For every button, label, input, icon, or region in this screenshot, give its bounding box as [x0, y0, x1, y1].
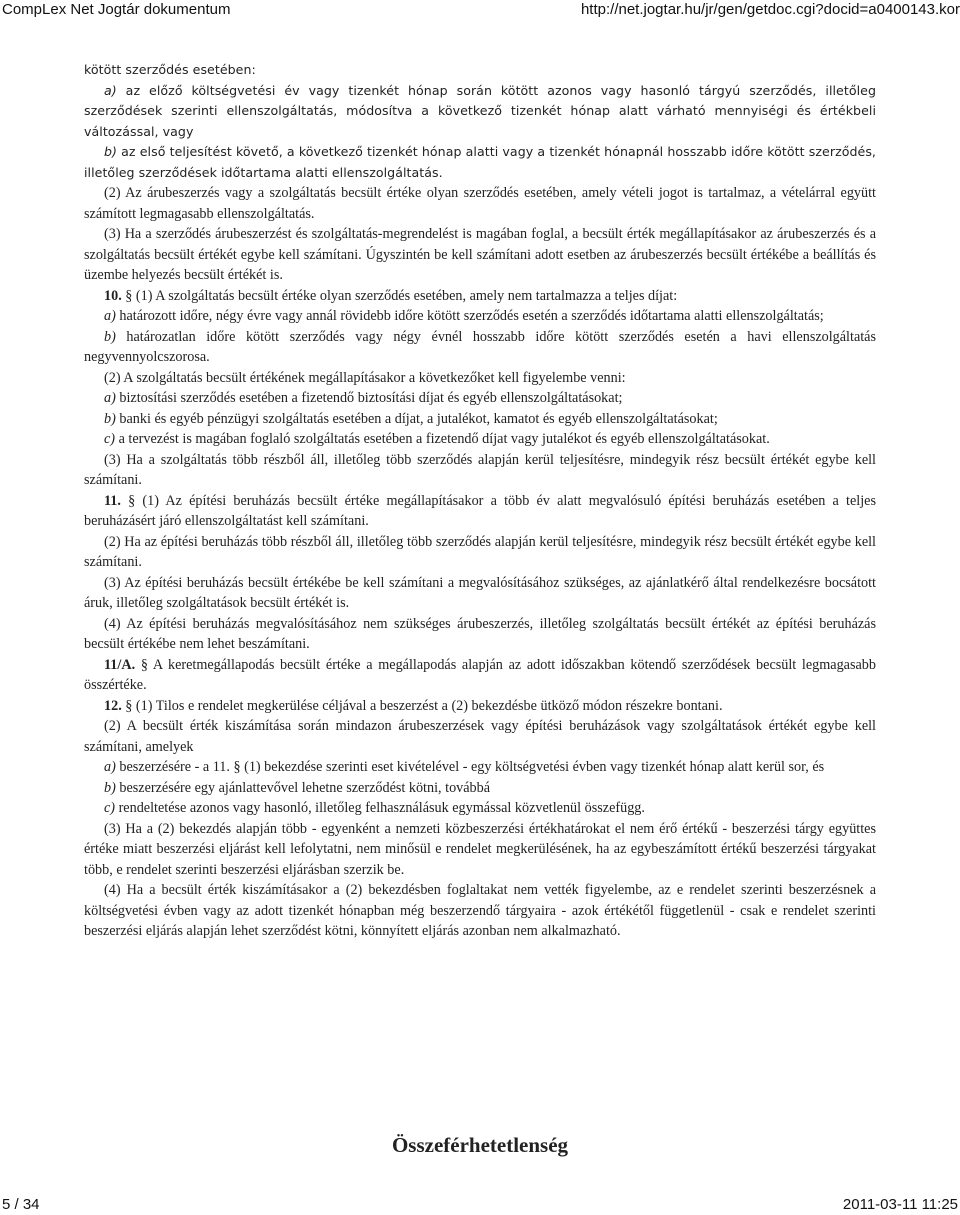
paragraph: (3) Ha a szerződés árubeszerzést és szolgáltatás-megrendelést is magában foglal, a becsült érték megállapításakor az árubeszerzés és a szolgáltatás becsült értékét egybe kell számítani. Úgyszintén be kell számítani adott esetben az árubeszerzés becsült értékébe a beállítás és üzembe helyezés becsült értékét is.	[84, 226, 876, 283]
list-item: c) a tervezést is magában foglaló szolgáltatás esetében a fizetendő díjat vagy jutalékot és egyéb ellenszolgáltatásokat.	[104, 431, 770, 447]
page-footer	[0, 1196, 960, 1214]
section-12: 12. § (1) Tilos e rendelet megkerülése céljával a beszerzést a (2) bekezdésbe ütköző módon részekre bontani.	[104, 697, 723, 714]
list-item: b) banki és egyéb pénzügyi szolgáltatás esetében a díjat, a jutalékot, kamatot és egyéb ellenszolgáltatásokat;	[104, 410, 718, 427]
document-body	[84, 60, 876, 942]
paragraph: kötött szerződés esetében:	[84, 62, 256, 77]
paragraph: (3) Az építési beruházás becsült értékébe be kell számítani a megvalósításához szükséges, az ajánlatkérő által rendelkezésre bocsátott áruk, illetőleg szolgáltatások becsült értékét is.	[84, 574, 876, 611]
paragraph: (2) Az árubeszerzés vagy a szolgáltatás becsült értéke olyan szerződés esetében, amely vételi jogot is tartalmaz, a vételárral együtt számított legmagasabb ellenszolgáltatás.	[84, 185, 876, 222]
document-title: CompLex Net Jogtár dokumentum	[2, 1, 231, 18]
paragraph: (4) Ha a becsült érték kiszámításakor a (2) bekezdésben foglaltakat nem vették figyelembe, az e rendelet szerinti beszerzésnek a költségvetési évben vagy az adott tizenkét hónapban még beszerzendő tárgyaira - azok értékétől függetlenül - csak e rendelet szerinti beszerzési eljárás alapján lehet szerződést kötni, könnyített eljárás azonban nem alkalmazható.	[84, 882, 876, 939]
paragraph: (4) Az építési beruházás megvalósításához nem szükséges árubeszerzés, illetőleg szolgáltatás becsült értékét az építési beruházás becsült értékébe nem lehet beszámítani.	[84, 615, 876, 652]
paragraph: (2) A szolgáltatás becsült értékének megállapításakor a következőket kell figyelembe venni:	[104, 369, 626, 386]
document-url: http://net.jogtar.hu/jr/gen/getdoc.cgi?docid=a0400143.kor	[580, 1, 960, 18]
paragraph: (2) Ha az építési beruházás több részből áll, illetőleg több szerződés alapján kerül teljesítésre, mindegyik rész becsült értékét egybe kell számítani.	[84, 533, 876, 570]
section-10: 10. § (1) A szolgáltatás becsült értéke olyan szerződés esetében, amely nem tartalmazza a teljes díjat:	[104, 287, 678, 304]
list-item: c) rendeltetése azonos vagy hasonló, illetőleg felhasználásuk egymással közvetlenül összefügg.	[104, 800, 645, 816]
paragraph: (2) A becsült érték kiszámítása során mindazon árubeszerzések vagy építési beruházások vagy szolgáltatások értékét egybe kell számítani, amelyek	[84, 718, 876, 755]
section-heading: Összeférhetetlenség	[391, 1133, 569, 1157]
list-item: a) biztosítási szerződés esetében a fizetendő biztosítási díjat és egyéb ellenszolgáltatásokat;	[104, 390, 623, 406]
section-11a: 11/A. § A keretmegállapodás becsült értéke a megállapodás alapján az adott időszakban kötendő szerződések becsült legmagasabb összértéke.	[84, 656, 876, 693]
list-item: b) az első teljesítést követő, a következő tizenkét hónap alatti vagy a tizenkét hónapnál hosszabb időre kötött szerződés, illetőleg szerződések időtartama alatti ellenszolgáltatás.	[84, 144, 876, 180]
page-number: 5 / 34	[2, 1196, 40, 1213]
list-item: b) határozatlan időre kötött szerződés vagy négy évnél hosszabb időre kötött szerződés esetén a havi ellenszolgáltatás negyvennyolcszorosa.	[84, 328, 876, 365]
list-item: a) beszerzésére - a 11. § (1) bekezdése szerinti eset kivételével - egy költségvetési évben vagy tizenkét hónap alatt kerül sor, és	[104, 759, 825, 775]
list-item: b) beszerzésére egy ajánlattevővel lehetne szerződést kötni, továbbá	[104, 779, 491, 796]
list-item: a) az előző költségvetési év vagy tizenkét hónap során kötött azonos vagy hasonló tárgyú szerződés, illetőleg szerződések szerinti ellenszolgáltatás, módosítva a következő tizenkét hónap alatt várható mennyiségi és értékbeli változással, vagy	[84, 82, 876, 139]
paragraph: (3) Ha a szolgáltatás több részből áll, illetőleg több szerződés alapján kerül teljesítésre, mindegyik rész becsült értékét egybe kell számítani.	[84, 451, 876, 488]
list-item: a) határozott időre, négy évre vagy annál rövidebb időre kötött szerződés esetén a szerződés időtartama alatti ellenszolgáltatás;	[104, 308, 824, 324]
timestamp: 2011-03-11 11:25	[842, 1196, 958, 1213]
paragraph: (3) Ha a (2) bekezdés alapján több - egyenként a nemzeti közbeszerzési értékhatárokat el nem érő értékű - beszerzési tárgy együttes értéke miatt beszerzési eljárást kell lefolytatni, nem minősül e rendelet megkerülésének, ha az egybeszámított értékű beszerzési tárgyakat több, e rendelet szerinti beszerzési eljárásban szerzik be.	[84, 820, 876, 878]
page-header	[0, 0, 960, 22]
section-11: 11. § (1) Az építési beruházás becsült értéke megállapításakor a több év alatt megvalósuló építési beruházás esetében a teljes beruházásért járó ellenszolgáltatást kell számítani.	[84, 492, 876, 529]
